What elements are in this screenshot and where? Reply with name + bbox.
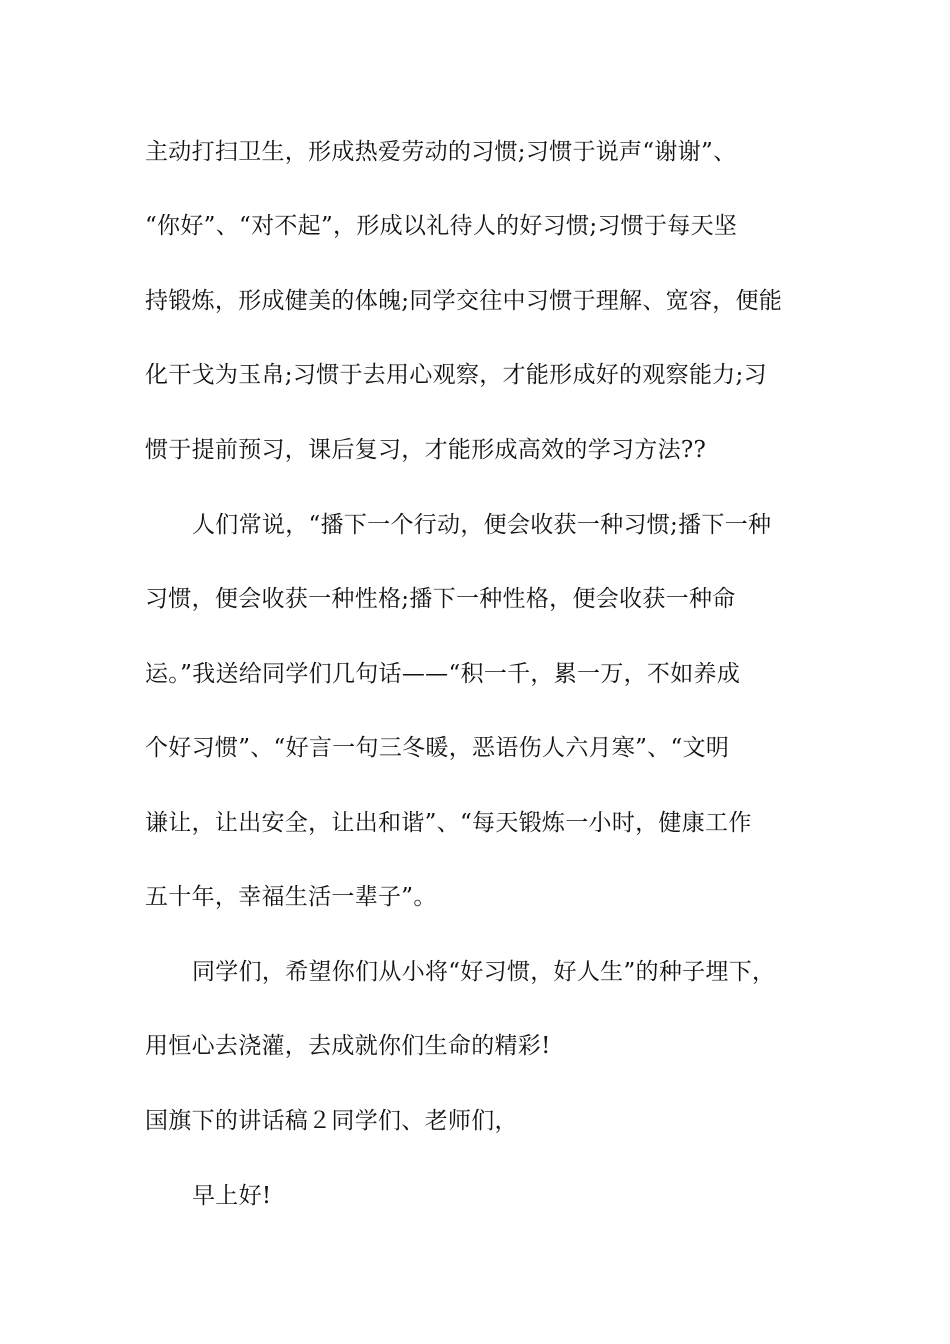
text-line: 持锻炼，形成健美的体魄;同学交往中习惯于理解、宽容，便能	[145, 288, 783, 314]
text-line: 主动打扫卫生，形成热爱劳动的习惯;习惯于说声“谢谢”、	[145, 139, 737, 165]
text-line: 个好习惯”、“好言一句三冬暖，恶语伤人六月寒”、“文明	[145, 735, 730, 761]
paragraph-first-line: 同学们，希望你们从小将“好习惯，好人生”的种子埋下，	[192, 959, 776, 985]
text-line: 用恒心去浇灌，去成就你们生命的精彩!	[145, 1033, 551, 1059]
text-line: 习惯，便会收获一种性格;播下一种性格，便会收获一种命	[145, 586, 736, 612]
text-line: 惯于提前预习，课后复习，才能形成高效的学习方法??	[145, 437, 707, 463]
paragraph-first-line: 人们常说，“播下一个行动，便会收获一种习惯;播下一种	[192, 512, 772, 538]
text-line: 化干戈为玉帛;习惯于去用心观察，才能形成好的观察能力;习	[145, 362, 767, 388]
text-line: 五十年，幸福生活一辈子”。	[145, 884, 437, 910]
section-heading: 国旗下的讲话稿２同学们、老师们，	[145, 1108, 518, 1134]
text-line: 谦让，让出安全，让出和谐”、“每天锻炼一小时，健康工作	[145, 810, 752, 836]
greeting-line: 早上好!	[192, 1183, 272, 1209]
text-line: 运。”我送给同学们几句话——“积一千，累一万，不如养成	[145, 661, 741, 687]
text-line: “你好”、“对不起”，形成以礼待人的好习惯;习惯于每天坚	[145, 213, 738, 239]
